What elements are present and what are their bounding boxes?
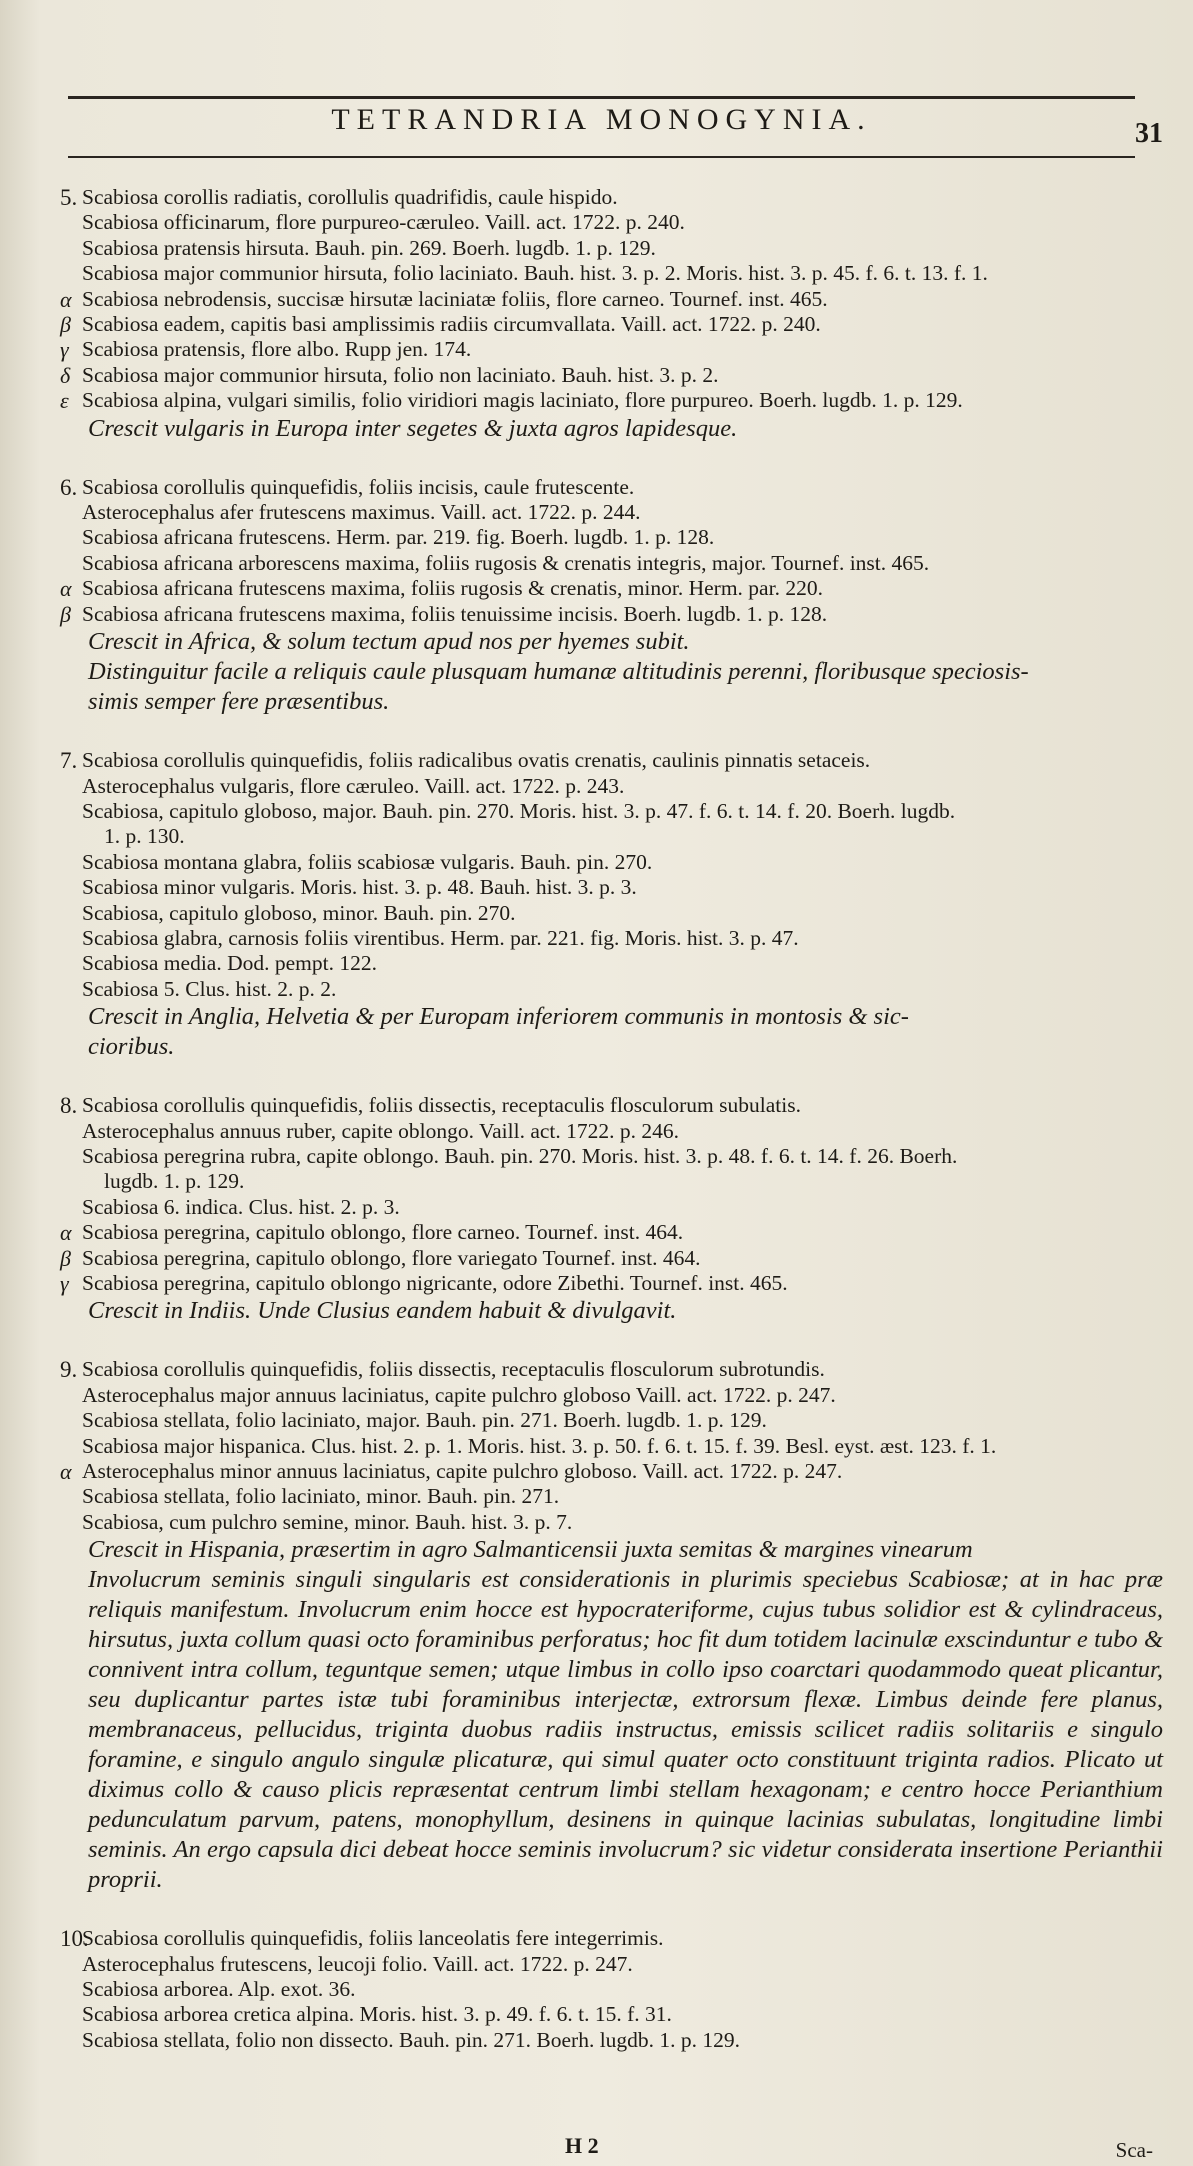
synonym-line [60,363,1160,388]
line-text: lugdb. 1. p. 129. [104,1169,245,1194]
habitat-note: Crescit vulgaris in Europa inter segetes & juxta agros lapidesque. [88,414,738,442]
synonym-line [60,1195,1160,1220]
header-rule-top [68,96,1135,99]
line-text: Scabiosa africana frutescens. Herm. par. 219. fig. Boerh. lugdb. 1. p. 128. [82,525,715,550]
synonym-line [60,977,1160,1002]
species-diagnosis [60,748,1160,773]
line-text: Scabiosa stellata, folio non dissecto. Bauh. pin. 271. Boerh. lugdb. 1. p. 129. [82,2027,741,2052]
synonym-line [60,1408,1160,1433]
line-text: Scabiosa, capitulo globoso, minor. Bauh. pin. 270. [82,900,516,925]
line-text: Scabiosa arborea. Alp. exot. 36. [82,1977,356,2002]
line-text: Scabiosa stellata, folio laciniato, major. Bauh. pin. 271. Boerh. lugdb. 1. p. 129. [82,1408,767,1433]
line-text: Scabiosa montana glabra, foliis scabiosæ vulgaris. Bauh. pin. 270. [82,849,653,874]
habitat-note: Crescit in Africa, & solum tectum apud nos per hyemes subit. [88,628,690,656]
species-entry [60,475,1160,717]
synonym-line [60,2028,1160,2053]
line-text: Scabiosa africana frutescens maxima, foliis tenuissime incisis. Boerh. lugdb. 1. p. 128. [82,601,828,626]
species-number: 6. [60,474,78,500]
synonym-line [60,312,1160,337]
line-text: Asterocephalus annuus ruber, capite oblongo. Vaill. act. 1722. p. 246. [82,1118,680,1143]
page-number: 31 [1135,118,1163,149]
species-entry [60,1093,1160,1326]
species-number: 5. [60,185,78,210]
line-text: Asterocephalus frutescens, leucoji folio. Vaill. act. 1722. p. 247. [82,1951,633,1976]
line-text: Scabiosa officinarum, flore purpureo-cæruleo. Vaill. act. 1722. p. 240. [82,210,685,235]
synonym-line [60,850,1160,875]
header-rule-bottom [68,156,1135,158]
species-entry [60,1357,1163,1895]
habitat-note: Crescit in Anglia, Helvetia & per Europam inferiorem communis in montosis & sic- [88,1003,909,1031]
variety-marker: γ [60,1271,69,1296]
synonym-line [60,1220,1160,1245]
synonym-line [60,287,1160,312]
habitat-note: Crescit in Indiis. Unde Clusius eandem habuit & divulgavit. [88,1297,677,1325]
line-text: Scabiosa stellata, folio laciniato, minor. Bauh. pin. 271. [82,1484,560,1509]
species-entry [60,748,1160,1062]
synonym-line [60,337,1160,362]
line-text: Scabiosa corollis radiatis, corollulis quadrifidis, caule hispido. [82,185,618,209]
species-number: 8. [60,1093,78,1119]
line-text: Asterocephalus minor annuus laciniatus, capite pulchro globoso. Vaill. act. 1722. p. 247. [82,1459,843,1484]
synonym-line [60,2002,1160,2027]
variety-marker: γ [60,337,69,363]
synonym-line [60,210,1160,235]
synonym-line [60,1510,1160,1535]
line-text: Asterocephalus vulgaris, flore cæruleo. Vaill. act. 1722. p. 243. [82,773,625,798]
line-text: Scabiosa eadem, capitis basi amplissimis radiis circumvallata. Vaill. act. 1722. p. 240. [82,312,821,337]
variety-marker: α [60,1220,72,1246]
line-text: Scabiosa 5. Clus. hist. 2. p. 2. [82,976,337,1001]
line-text: Scabiosa, cum pulchro semine, minor. Bauh. hist. 3. p. 7. [82,1509,573,1534]
variety-marker: ε [60,388,69,414]
line-text: Scabiosa peregrina, capitulo oblongo, flore carneo. Tournef. inst. 464. [82,1220,684,1245]
synonym-line [60,261,1160,286]
habitat-note: cioribus. [88,1033,175,1061]
line-text: Asterocephalus major annuus laciniatus, capite pulchro globoso Vaill. act. 1722. p. 247. [82,1382,836,1407]
species-entry [60,1926,1160,2053]
signature-mark: H 2 [565,2133,599,2158]
synonym-line [60,1169,1160,1194]
synonym-line [60,1246,1160,1271]
line-text: Scabiosa corollulis quinquefidis, foliis radicalibus ovatis crenatis, caulinis pinnatis setaceis. [82,748,871,773]
synonym-line [60,875,1160,900]
species-diagnosis [60,475,1160,500]
line-text: 1. p. 130. [104,824,185,849]
line-text: Scabiosa minor vulgaris. Moris. hist. 3. p. 48. Bauh. hist. 3. p. 3. [82,875,637,900]
habitat-note: Distinguitur facile a reliquis caule plusquam humanæ altitudinis perenni, floribusque speciosis- [88,658,1029,686]
species-entry [60,185,1160,444]
line-text: Scabiosa, capitulo globoso, major. Bauh. pin. 270. Moris. hist. 3. p. 47. f. 6. t. 14. f. 20. Boerh. lugdb. [82,798,956,823]
synonym-line [60,525,1160,550]
line-text: Scabiosa media. Dod. pempt. 122. [82,951,377,976]
synonym-line [60,1459,1160,1484]
synonym-line [60,602,1160,627]
habitat-note: simis semper fere præsentibus. [88,688,390,716]
line-text: Scabiosa corollulis quinquefidis, foliis incisis, caule frutescente. [82,474,635,499]
synonym-line [60,1434,1160,1459]
line-text: Scabiosa major hispanica. Clus. hist. 2. p. 1. Moris. hist. 3. p. 50. f. 6. t. 15. f. 39. Besl. eyst. æst. 123. f. 1. [82,1433,997,1458]
species-diagnosis [60,185,1160,210]
running-header: TETRANDRIA MONOGYNIA. [331,103,872,136]
variety-marker: α [60,1459,72,1485]
synonym-line [60,1144,1160,1169]
variety-marker: δ [60,362,71,388]
synonym-line [60,551,1160,576]
line-text: Scabiosa corollulis quinquefidis, foliis dissectis, receptaculis flosculorum subulatis. [82,1093,801,1118]
habitat-note: Crescit in Hispania, præsertim in agro Salmanticensii juxta semitas & margines vinearum [88,1536,973,1564]
synonym-line [60,926,1160,951]
synonym-line [60,951,1160,976]
line-text: Scabiosa pratensis hirsuta. Bauh. pin. 269. Boerh. lugdb. 1. p. 129. [82,235,656,260]
variety-marker: β [60,601,71,627]
variety-marker: β [60,312,71,338]
synonym-line [60,500,1160,525]
species-diagnosis [60,1357,1160,1382]
variety-marker: α [60,576,72,602]
synonym-line [60,774,1160,799]
species-number: 10. [60,1926,89,1952]
line-text: Scabiosa corollulis quinquefidis, foliis dissectis, receptaculis flosculorum subrotundis. [82,1357,825,1382]
page-body [60,185,1163,2084]
species-number: 7. [60,748,78,774]
synonym-line [60,236,1160,261]
catchword: Sca- [1115,2138,1153,2162]
line-text: Scabiosa glabra, carnosis foliis virentibus. Herm. par. 221. fig. Moris. hist. 3. p. 47. [82,925,799,950]
synonym-line [60,1119,1160,1144]
synonym-line [60,799,1160,824]
line-text: Asterocephalus afer frutescens maximus. Vaill. act. 1722. p. 244. [82,500,641,525]
variety-marker: α [60,286,72,312]
variety-marker: β [60,1245,71,1271]
description-paragraph: Involucrum seminis singuli singularis est considerationis in plurimis speciebus Scabiosæ; at in hac præ reliquis manifestum. Involucrum enim hocce est hypocrateriforme, cujus tubus solidior est & cylindraceus, hirsutus, juxta collum quasi octo foraminibus perforatus; hoc fit dum totidem lacinulæ exscinduntur e tubo & connivent intra collum, teguntque semen; utque limbus in collo ipso coarctari quodammodo queat plicantur, seu duplicantur partes istæ tubi foraminibus interjectæ, extrorsum flexæ. Limbus deinde fere planus, membranaceus, pellucidus, triginta duobus radiis instructus, emissis scilicet radiis solitariis e singulo foramine, e singulo angulo singulæ plicaturæ, qui simul quater octo constituunt triginta radios. Plicato ut diximus collo & causo plicis repræsentat centrum limbi stellam hexagonam; e centro hocce Perianthium pedunculatum parvum, patens, monophyllum, desinens in quinque lacinias subulatas, longitudine limbi seminis. An ergo capsula dici debeat hocce seminis involucrum? sic videtur considerata insertione Perianthii proprii. [88,1566,1163,1894]
species-number: 9. [60,1357,78,1383]
line-text: Scabiosa alpina, vulgari similis, folio viridiori magis laciniato, flore purpureo. Boerh. lugdb. 1. p. 129. [82,388,963,413]
synonym-line [60,1952,1160,1977]
species-diagnosis [60,1926,1160,1951]
line-text: Scabiosa major communior hirsuta, folio non laciniato. Bauh. hist. 3. p. 2. [82,362,719,387]
line-text: Scabiosa pratensis, flore albo. Rupp jen. 174. [82,337,472,362]
line-text: Scabiosa peregrina, capitulo oblongo nigricante, odore Zibethi. Tournef. inst. 465. [82,1271,788,1295]
synonym-line [60,388,1160,413]
line-text: Scabiosa africana arborescens maxima, foliis rugosis & crenatis integris, major. Tournef. inst. 465. [82,550,930,575]
line-text: Scabiosa nebrodensis, succisæ hirsutæ laciniatæ foliis, flore carneo. Tournef. inst. 465. [82,286,828,311]
line-text: Scabiosa corollulis quinquefidis, foliis lanceolatis fere integerrimis. [82,1926,664,1951]
line-text: Scabiosa africana frutescens maxima, foliis rugosis & crenatis, minor. Herm. par. 220. [82,576,823,601]
synonym-line [60,1271,1160,1296]
synonym-line [60,824,1160,849]
line-text: Scabiosa peregrina, capitulo oblongo, flore variegato Tournef. inst. 464. [82,1245,701,1270]
line-text: Scabiosa 6. indica. Clus. hist. 2. p. 3. [82,1194,400,1219]
synonym-line [60,1977,1160,2002]
synonym-line [60,901,1160,926]
synonym-line [60,1383,1160,1408]
synonym-line [60,576,1160,601]
species-diagnosis [60,1093,1160,1118]
line-text: Scabiosa major communior hirsuta, folio laciniato. Bauh. hist. 3. p. 2. Moris. hist. 3. p. 45. f. 6. t. 13. f. 1. [82,261,988,286]
line-text: Scabiosa peregrina rubra, capite oblongo. Bauh. pin. 270. Moris. hist. 3. p. 48. f. 6. t. 14. f. 26. Boerh. [82,1143,958,1168]
line-text: Scabiosa arborea cretica alpina. Moris. hist. 3. p. 49. f. 6. t. 15. f. 31. [82,2002,672,2027]
synonym-line [60,1484,1160,1509]
